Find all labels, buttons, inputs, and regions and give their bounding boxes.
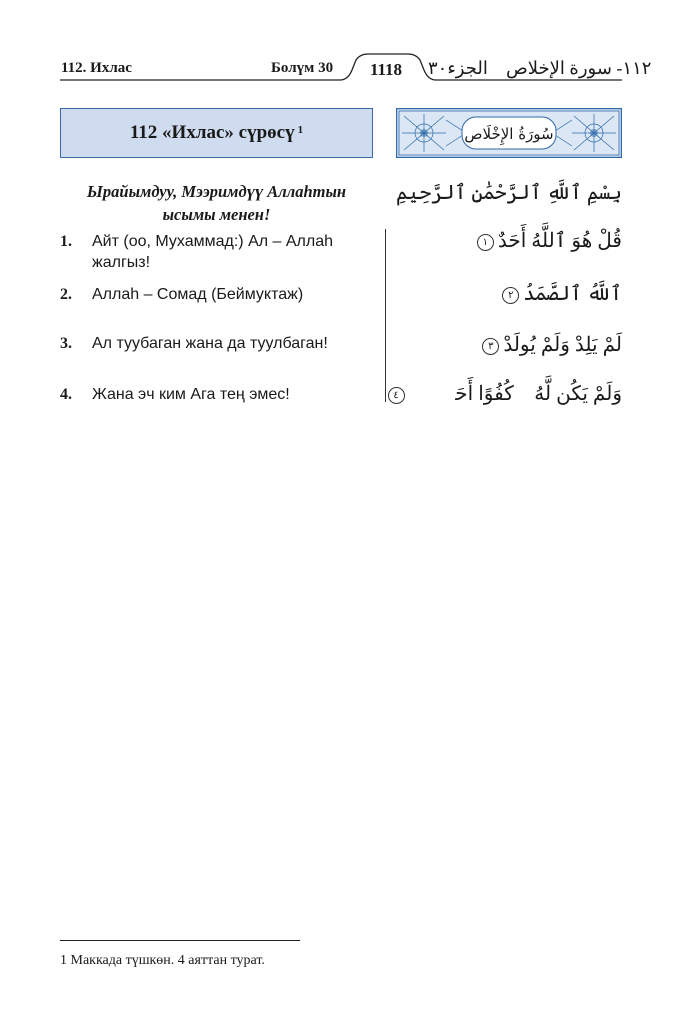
- footnote-rule: [60, 940, 300, 941]
- header-juz-arabic: الجزء٣٠: [428, 58, 488, 78]
- ayah-4-arabic: [393, 382, 622, 406]
- ayah-1-arabic: [396, 229, 622, 253]
- header-surah-title: 112. Ихлас: [61, 60, 132, 76]
- column-divider: [385, 229, 386, 402]
- ayah-text: ٱللَّهُ ٱلصَّمَدُ: [523, 283, 622, 305]
- header-surah-arabic: ١١٢- سورة الإخلاص: [506, 58, 652, 78]
- page-header: [0, 0, 682, 90]
- ayah-end-marker: ٣: [482, 338, 499, 355]
- ayah-text: لَمْ يَلِدْ وَلَمْ يُولَدْ: [503, 334, 622, 356]
- page-number: 1118: [369, 60, 403, 79]
- ayah-end-marker: ٢: [502, 287, 519, 304]
- basmala-arabic: بِسْمِ ٱللَّهِ ٱلرَّحْمَٰنِ ٱلرَّحِيمِ: [396, 182, 622, 204]
- footnote-ref: 1: [297, 124, 304, 136]
- verse-number: 3.: [60, 335, 72, 352]
- surah-title: 112 «Ихлас» сүрөсү: [129, 122, 295, 143]
- ayah-text: وَلَمْ يَكُن لَّهُۥ كُفُوًا أَحَدٌۢ: [408, 383, 622, 405]
- verse-text: Жана эч ким Ага тең эмес!: [92, 386, 290, 403]
- verse-number: 1.: [60, 233, 72, 250]
- header-bolum: Болүм 30: [271, 60, 334, 76]
- ayah-text: قُلْ هُوَ ٱللَّهُ أَحَدٌ: [497, 230, 622, 252]
- verse-number: 4.: [60, 386, 72, 403]
- ayah-end-marker: ١: [477, 234, 494, 251]
- basmala-kyrgyz: Ырайымдуу, Мээримдүү Аллаһтын ысымы менен!: [86, 182, 347, 224]
- ayah-3-arabic: [396, 333, 622, 357]
- surah-ornament-banner: [396, 108, 622, 158]
- footnote-text: 1 Маккада түшкөн. 4 аяттан турат.: [60, 953, 265, 968]
- surah-title-box: [60, 108, 373, 158]
- verse-text: Ал туубаган жана да туулбаган!: [92, 335, 328, 352]
- verse-text: Айт (оо, Мухаммад:) Ал – Аллаһ жалгыз!: [92, 233, 334, 271]
- ayah-2-arabic: [396, 282, 622, 306]
- ayah-end-marker: ٤: [388, 387, 405, 404]
- verse-number: 2.: [60, 286, 72, 303]
- ornament-text: سُورَةُ الإِخْلَاص: [464, 125, 554, 143]
- verse-text: Аллаһ – Сомад (Беймуктаж): [92, 286, 304, 303]
